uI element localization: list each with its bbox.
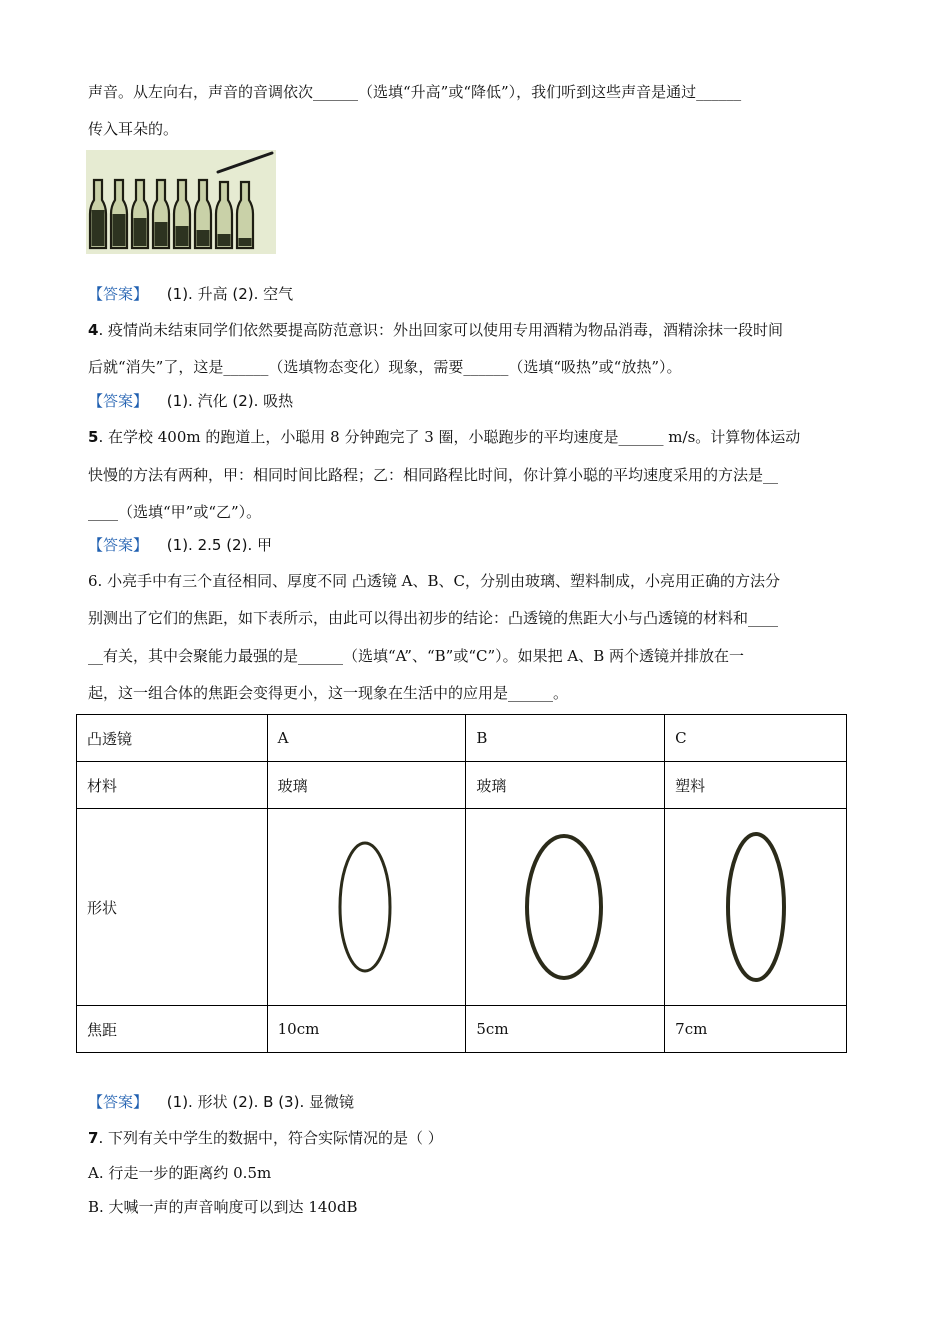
table-row (77, 715, 847, 762)
table-row (77, 762, 847, 809)
question-text: . 下列有关中学生的数据中，符合实际情况的是（ ） (98, 1129, 443, 1147)
q6-answer (88, 1092, 354, 1112)
q5-line2: 快慢的方法有两种，甲：相同时间比路程；乙：相同路程比时间，你计算小聪的平均速度采用的方法是__ (88, 466, 779, 484)
table-row (77, 809, 847, 1006)
q4-answer (88, 391, 293, 411)
answer-tag: 【答案】 (88, 392, 149, 410)
q6-line4: 起，这一组合体的焦距会变得更小，这一现象在生活中的应用是______。 (88, 684, 569, 702)
answer-text: (1). 升高 (2). 空气 (166, 285, 294, 303)
question-text: . 疫情尚未结束同学们依然要提高防范意识：外出回家可以使用专用酒精为物品消毒，酒精涂抹一段时间 (98, 321, 783, 339)
table-row (77, 1006, 847, 1053)
q5-line1 (88, 427, 800, 447)
lens-b-shape (510, 827, 620, 987)
answer-tag: 【答案】 (88, 1093, 149, 1111)
q4-line2: 后就“消失”了，这是______（选填物态变化）现象，需要______（选填“吸热”或“放热”）。 (88, 358, 682, 376)
lens-table (76, 714, 847, 1053)
question-number: 7 (88, 1129, 99, 1147)
q7-option-a: A. 行走一步的距离约 0.5m (88, 1164, 272, 1182)
table-cell: B (466, 715, 665, 762)
table-cell: 材料 (77, 762, 268, 809)
q3-line2: 传入耳朵的。 (88, 120, 179, 138)
answer-tag: 【答案】 (88, 536, 149, 554)
question-number: 4 (88, 321, 99, 339)
table-cell: 凸透镜 (77, 715, 268, 762)
q7-line1 (88, 1128, 443, 1148)
table-cell: 玻璃 (466, 762, 665, 809)
answer-text: (1). 汽化 (2). 吸热 (166, 392, 294, 410)
lens-a-shape (327, 832, 407, 982)
lens-c-cell (665, 809, 847, 1006)
q6-line1: 6. 小亮手中有三个直径相同、厚度不同 凸透镜 A、B、C，分别由玻璃、塑料制成，小亮用正确的方法分 (88, 572, 780, 590)
answer-text: (1). 形状 (2). B (3). 显微镜 (166, 1093, 354, 1111)
table-cell: C (665, 715, 847, 762)
lens-a-cell (267, 809, 466, 1006)
lens-b-cell (466, 809, 665, 1006)
table-cell: 7cm (665, 1006, 847, 1053)
answer-text: (1). 2.5 (2). 甲 (166, 536, 272, 554)
q6-line3: __有关，其中会聚能力最强的是______（选填“A”、“B”或“C”）。如果把 A、B 两个透镜并排放在一 (88, 647, 745, 665)
q3-line1: 声音。从左向右，声音的音调依次______（选填“升高”或“降低”），我们听到这些声音是通过______ (88, 83, 742, 101)
table-cell: 形状 (77, 809, 268, 1006)
lens-c-shape (711, 827, 801, 987)
q3-answer (88, 284, 293, 304)
table-cell: 5cm (466, 1006, 665, 1053)
q4-line1 (88, 320, 783, 340)
q5-line3: ____（选填“甲”或“乙”）。 (88, 503, 262, 521)
table-cell: 玻璃 (267, 762, 466, 809)
q6-line2: 别测出了它们的焦距，如下表所示，由此可以得出初步的结论：凸透镜的焦距大小与凸透镜的材料和____ (88, 609, 779, 627)
question-number: 5 (88, 428, 99, 446)
answer-tag: 【答案】 (88, 285, 149, 303)
table-cell: A (267, 715, 466, 762)
table-cell: 塑料 (665, 762, 847, 809)
question-text: . 在学校 400m 的跑道上，小聪用 8 分钟跑完了 3 圈，小聪跑步的平均速度是______ m/s。计算物体运动 (98, 428, 801, 446)
table-cell: 10cm (267, 1006, 466, 1053)
q5-answer (88, 535, 272, 555)
q7-option-b: B. 大喊一声的声音响度可以到达 140dB (88, 1198, 358, 1216)
table-cell: 焦距 (77, 1006, 268, 1053)
bottles-figure (86, 150, 276, 254)
